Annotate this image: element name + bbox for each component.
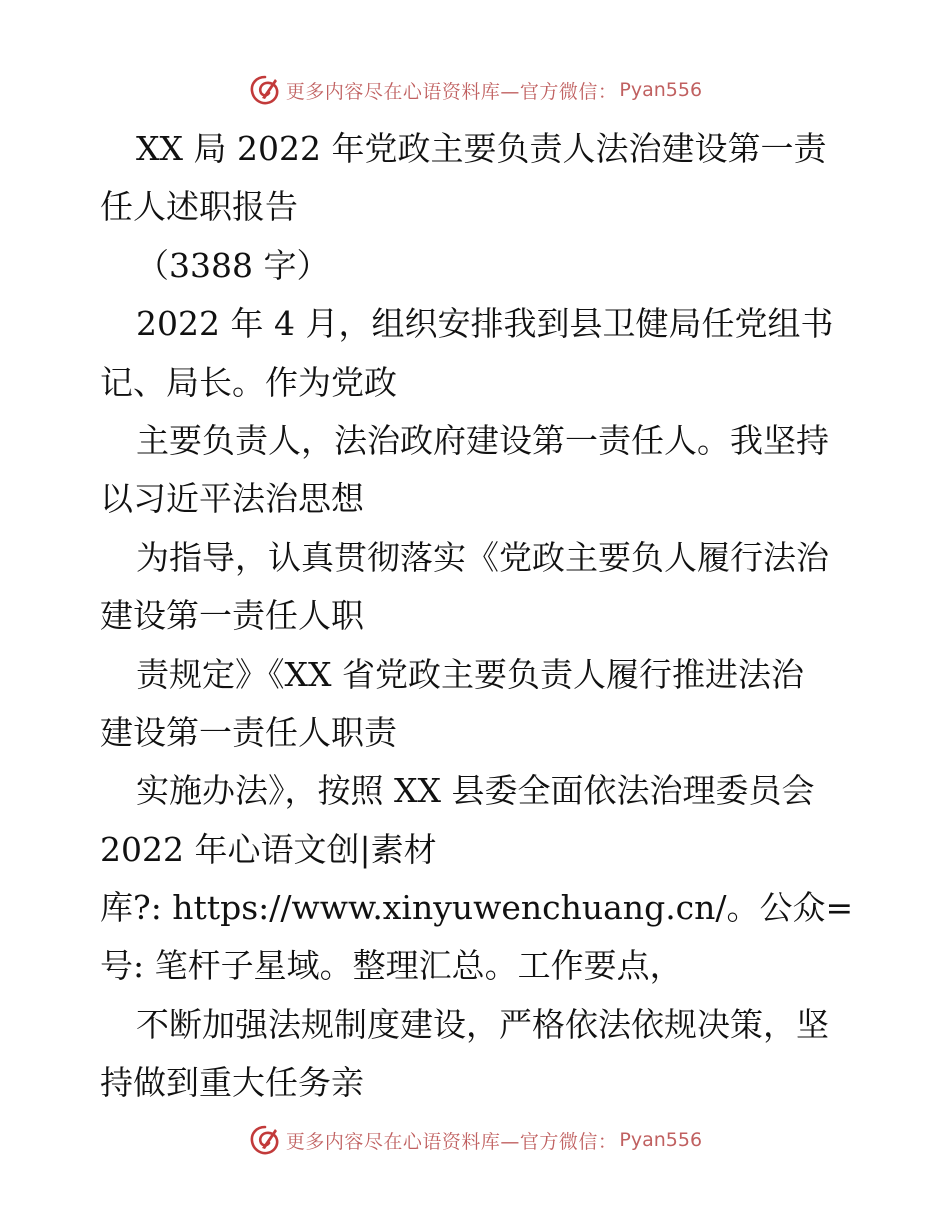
feather-logo-icon <box>248 73 282 107</box>
watermark-id: Pyan556 <box>619 79 703 101</box>
watermark-text: 更多内容尽在心语资料库—官方微信： <box>285 1130 618 1153</box>
text-line: 实施办法》，按照 XX 县委全面依法治理委员会 <box>136 771 815 811</box>
text-line: 建设第一责任人职责 <box>100 712 397 752</box>
text-line: 责规定》《XX 省党政主要负责人履行推进法治 <box>136 654 804 694</box>
text-line: 主要负责人，法治政府建设第一责任人。我坚持 <box>136 420 829 460</box>
text-line: 不断加强法规制度建设，严格依法依规决策，坚 <box>136 1004 829 1044</box>
text-line: XX 局 2022 年党政主要负责人法治建设第一责 <box>136 129 827 168</box>
watermark-id: Pyan556 <box>619 1129 703 1151</box>
text-line: 库?: https://www.xinyuwenchuang.cn/。公众= <box>100 888 854 928</box>
text-line: 记、局长。作为党政 <box>100 362 397 402</box>
text-line: 以习近平法治思想 <box>100 479 364 519</box>
text-line: 持做到重大任务亲 <box>100 1063 364 1103</box>
watermark-footer <box>0 1120 950 1160</box>
watermark-header <box>0 70 950 110</box>
text-line: 2022 年心语文创|素材 <box>100 829 437 869</box>
text-line: 号: 笔杆子星域。整理汇总。工作要点， <box>100 946 683 986</box>
text-line: （3388 字） <box>136 245 330 285</box>
text-line: 任人述职报告 <box>100 187 298 227</box>
text-line: 2022 年 4 月，组织安排我到县卫健局任党组书 <box>136 304 834 344</box>
watermark-text: 更多内容尽在心语资料库—官方微信： <box>285 80 618 103</box>
text-line: 为指导，认真贯彻落实《党政主要负人履行法治 <box>136 537 829 577</box>
text-line: 建设第一责任人职 <box>100 596 364 636</box>
feather-logo-icon <box>248 1123 282 1157</box>
document-body <box>100 120 860 1113</box>
